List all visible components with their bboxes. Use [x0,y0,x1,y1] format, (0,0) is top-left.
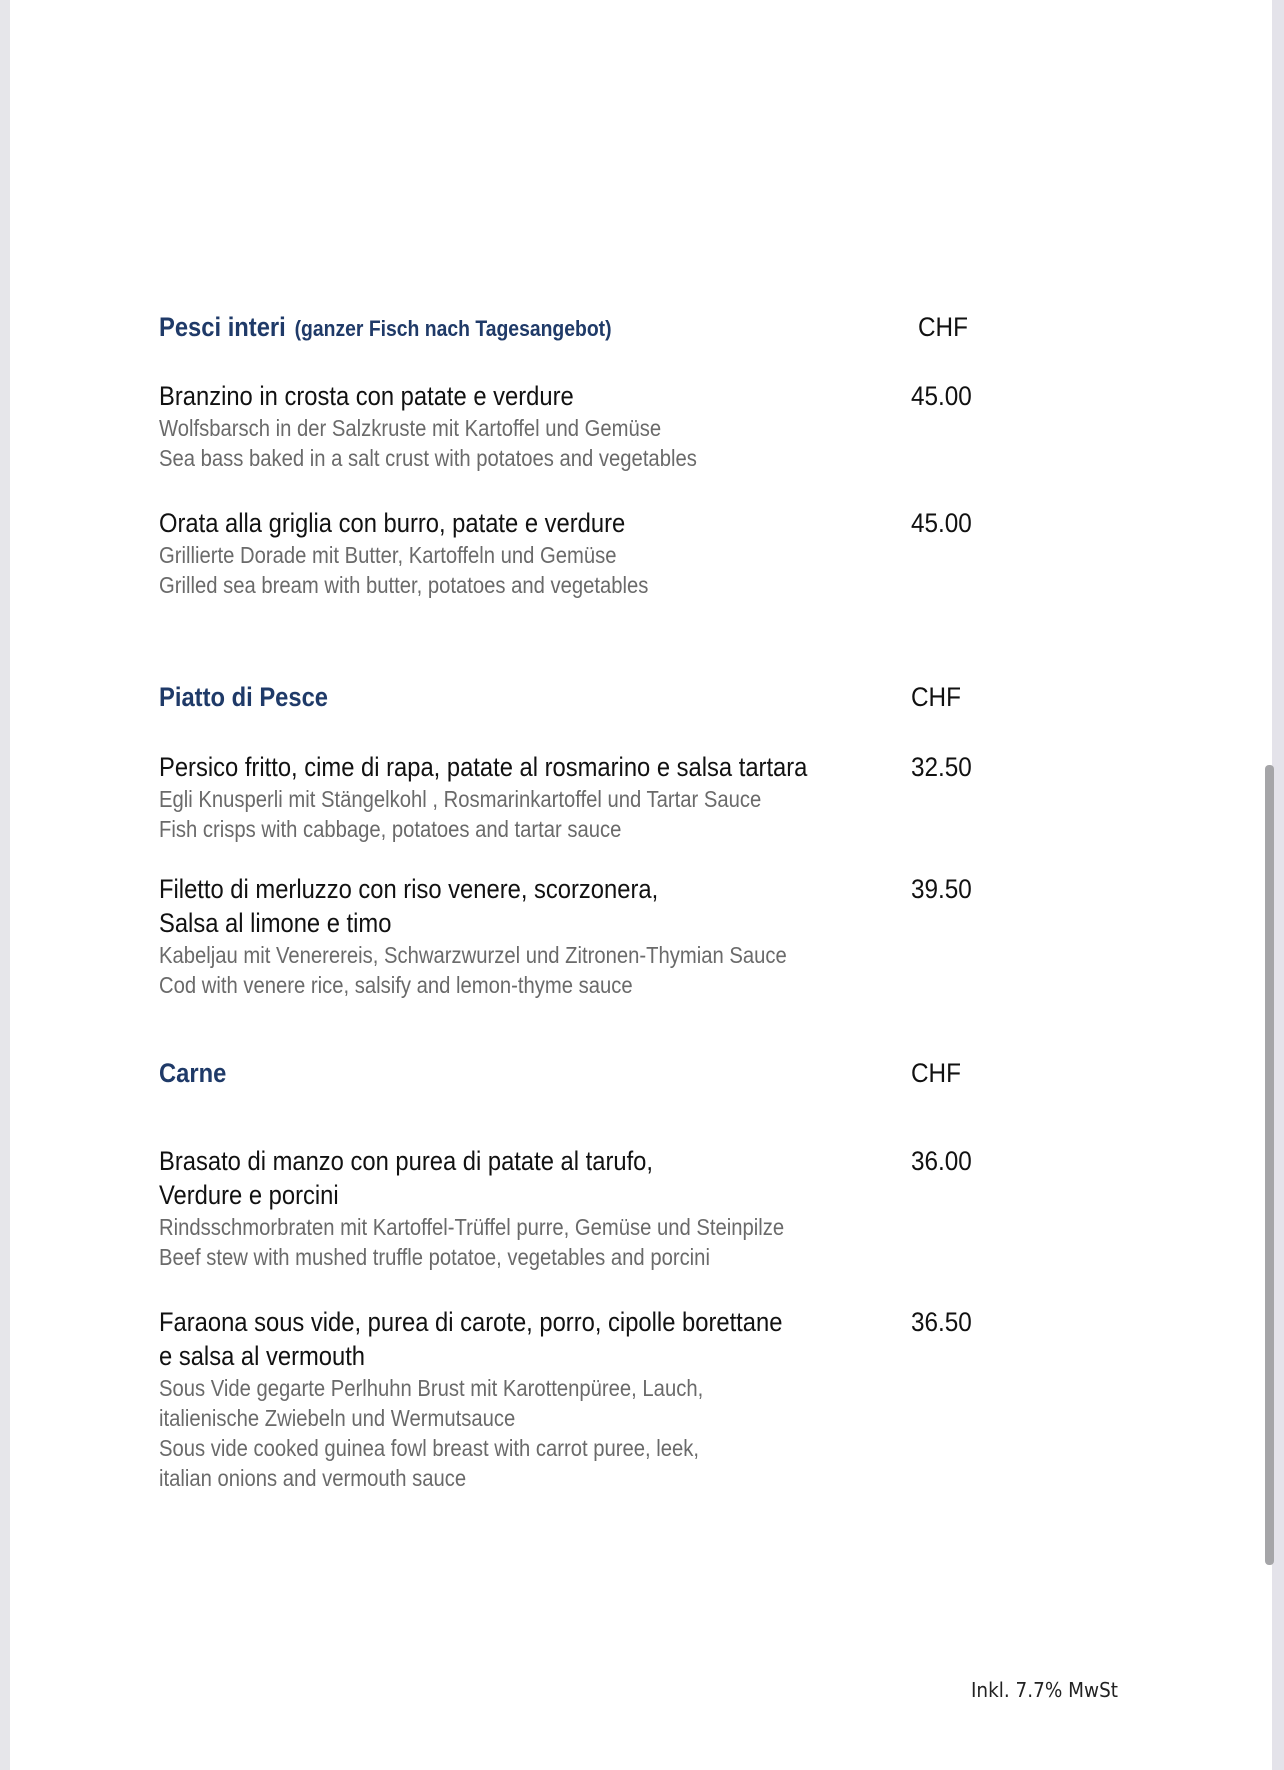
price: 45.00 [911,381,972,411]
section-subtitle: (ganzer Fisch nach Tagesangebot) [294,316,612,341]
dish-desc-en: Sea bass baked in a salt crust with potatoes and vegetables [159,445,697,471]
currency-label: CHF [911,1058,961,1088]
section-title: Pesci interi [159,312,286,342]
price: 32.50 [911,752,972,782]
dish-desc-en: Grilled sea bream with butter, potatoes and vegetables [159,572,649,598]
section-title-carne: Carne [159,1058,227,1088]
dish-desc-de: Kabeljau mit Venerereis, Schwarzwurzel und Zitronen-Thymian Sauce [159,942,787,968]
dish-name-line1: Filetto di merluzzo con riso venere, scorzonera, [159,874,659,904]
dish-desc-de-line1: Sous Vide gegarte Perlhuhn Brust mit Karottenpüree, Lauch, [159,1375,704,1401]
dish-name-line1: Faraona sous vide, purea di carote, porro, cipolle borettane [159,1307,783,1337]
currency-label: CHF [918,312,968,342]
dish-name: Branzino in crosta con patate e verdure [159,381,574,411]
dish-desc-de: Egli Knusperli mit Stängelkohl , Rosmarinkartoffel und Tartar Sauce [159,786,762,812]
dish-desc-de-line2: italienische Zwiebeln und Wermutsauce [159,1405,516,1431]
menu-item [159,379,770,473]
currency-label: CHF [911,682,961,712]
price: 36.00 [911,1146,972,1176]
dish-name-line2: Verdure e porcini [159,1180,339,1210]
section-title-piatto-di-pesce: Piatto di Pesce [159,682,329,712]
menu-item [159,872,872,1000]
section-title-pesci-interi [159,312,612,343]
dish-name-line2: e salsa al vermouth [159,1341,366,1371]
vat-note: Inkl. 7.7% MwSt [971,1678,1118,1702]
dish-desc-en: Cod with venere rice, salsify and lemon-thyme sauce [159,972,633,998]
menu-item [159,750,896,844]
dish-name-line2: Salsa al limone e timo [159,908,392,938]
dish-desc-de: Grillierte Dorade mit Butter, Kartoffeln und Gemüse [159,542,617,568]
dish-desc-en-line1: Sous vide cooked guinea fowl breast with carrot puree, leek, [159,1435,700,1461]
dish-desc-de: Rindsschmorbraten mit Kartoffel-Trüffel purre, Gemüse und Steinpilze [159,1214,785,1240]
dish-name: Orata alla griglia con burro, patate e verdure [159,508,626,538]
dish-desc-en-line2: italian onions and vermouth sauce [159,1465,467,1491]
dish-name-line1: Brasato di manzo con purea di patate al tarufo, [159,1146,653,1176]
price: 36.50 [911,1307,972,1337]
dish-name: Persico fritto, cime di rapa, patate al rosmarino e salsa tartara [159,752,808,782]
price: 39.50 [911,874,972,904]
dish-desc-en: Fish crisps with cabbage, potatoes and tartar sauce [159,816,622,842]
dish-desc-en: Beef stew with mushed truffle potatoe, vegetables and porcini [159,1244,710,1270]
dish-desc-de: Wolfsbarsch in der Salzkruste mit Kartoffel und Gemüse [159,415,662,441]
menu-item [159,506,715,600]
menu-item [159,1305,867,1493]
scrollbar-thumb[interactable] [1265,765,1274,1565]
price: 45.00 [911,508,972,538]
menu-item [159,1144,869,1272]
